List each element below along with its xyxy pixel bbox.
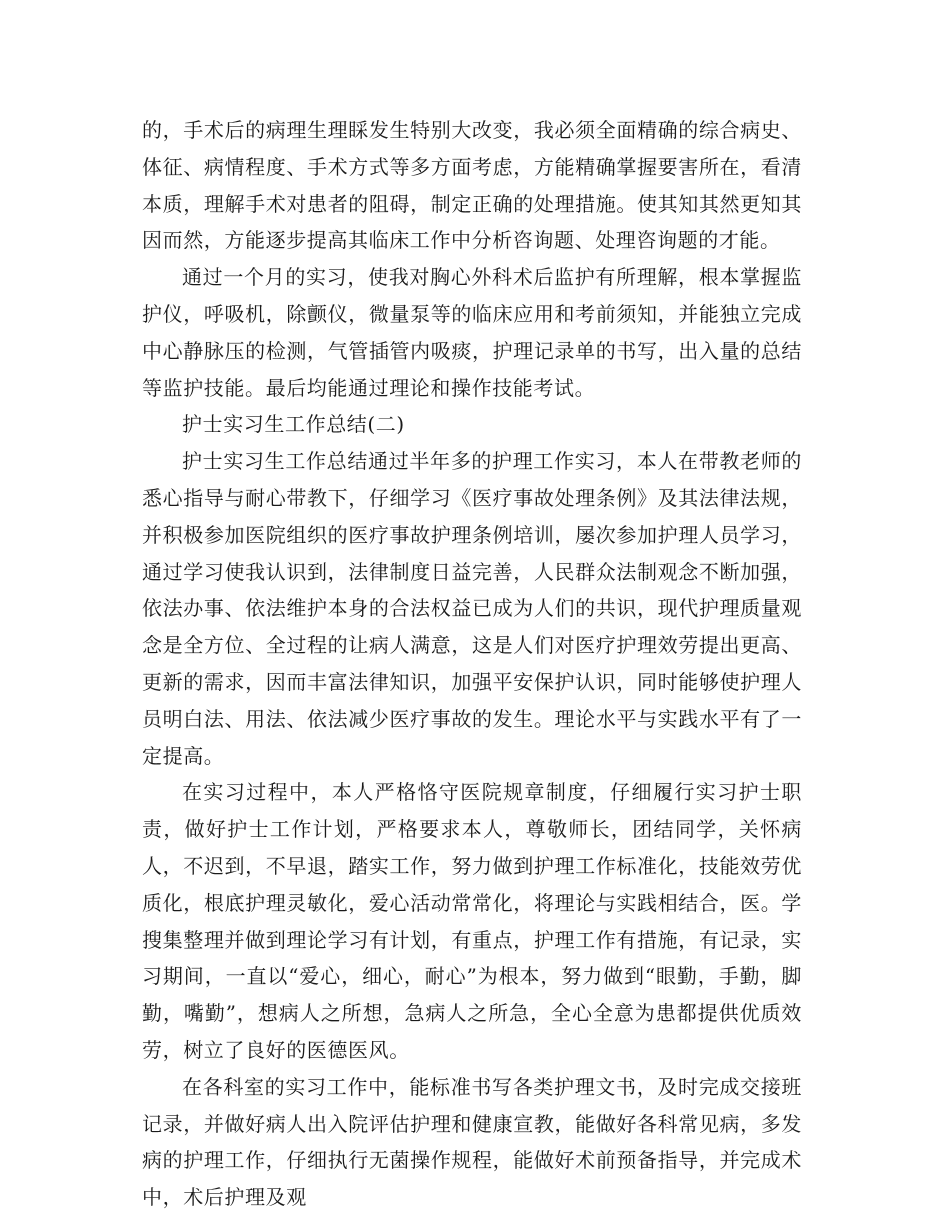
document-body xyxy=(142,112,802,1216)
section-heading: 护士实习生工作总结(二) xyxy=(182,412,405,437)
paragraph-continuation: 的，手术后的病理生理睬发生特别大改变，我必须全面精确的综合病史、体征、病情程度、手术方式等多方面考虑，方能精确掌握要害所在，看清本质，理解手术对患者的阻碍，制定正确的处理措施。使其知其然更知其因而然，方能逐步提高其临床工作中分析咨询题、处理咨询题的才能。 xyxy=(142,118,802,253)
paragraph-legal-study: 护士实习生工作总结通过半年多的护理工作实习，本人在带教老师的悉心指导与耐心带教下，仔细学习《医疗事故处理条例》及其法律法规，并积极参加医院组织的医疗事故护理条例培训，屡次参加护理人员学习，通过学习使我认识到，法律制度日益完善，人民群众法制观念不断加强，依法办事、依法维护本身的合法权益已成为人们的共识，现代护理质量观念是全方位、全过程的让病人满意，这是人们对医疗护理效劳提出更高、更新的需求，因而丰富法律知识，加强平安保护认识，同时能够使护理人员明白法、用法、依法减少医疗事故的发生。理论水平与实践水平有了一定提高。 xyxy=(142,449,802,768)
paragraph-internship-summary: 通过一个月的实习，使我对胸心外科术后监护有所理解，根本掌握监护仪，呼吸机，除颤仪，微量泵等的临床应用和考前须知，并能独立完成中心静脉压的检测，气管插管内吸痰，护理记录单的书写，出入量的总结等监护技能。最后均能通过理论和操作技能考试。 xyxy=(142,265,802,400)
paragraph-department-work: 在各科室的实习工作中，能标准书写各类护理文书，及时完成交接班记录，并做好病人出入院评估护理和健康宣教，能做好各科常见病，多发病的护理工作，仔细执行无菌操作规程，能做好术前预备指导，并完成术中，术后护理及观 xyxy=(142,1074,802,1210)
paragraph-conduct: 在实习过程中，本人严格恪守医院规章制度，仔细履行实习护士职责，做好护士工作计划，严格要求本人，尊敬师长，团结同学，关怀病人，不迟到，不早退，踏实工作，努力做到护理工作标准化，技能效劳优质化，根底护理灵敏化，爱心活动常常化，将理论与实践相结合，医。学搜集整理并做到理论学习有计划，有重点，护理工作有措施，有记录，实习期间，一直以“爱心，细心，耐心”为根本，努力做到“眼勤，手勤，脚勤，嘴勤”，想病人之所想，急病人之所急，全心全意为患都提供优质效劳，树立了良好的医德医风。 xyxy=(142,780,802,1062)
